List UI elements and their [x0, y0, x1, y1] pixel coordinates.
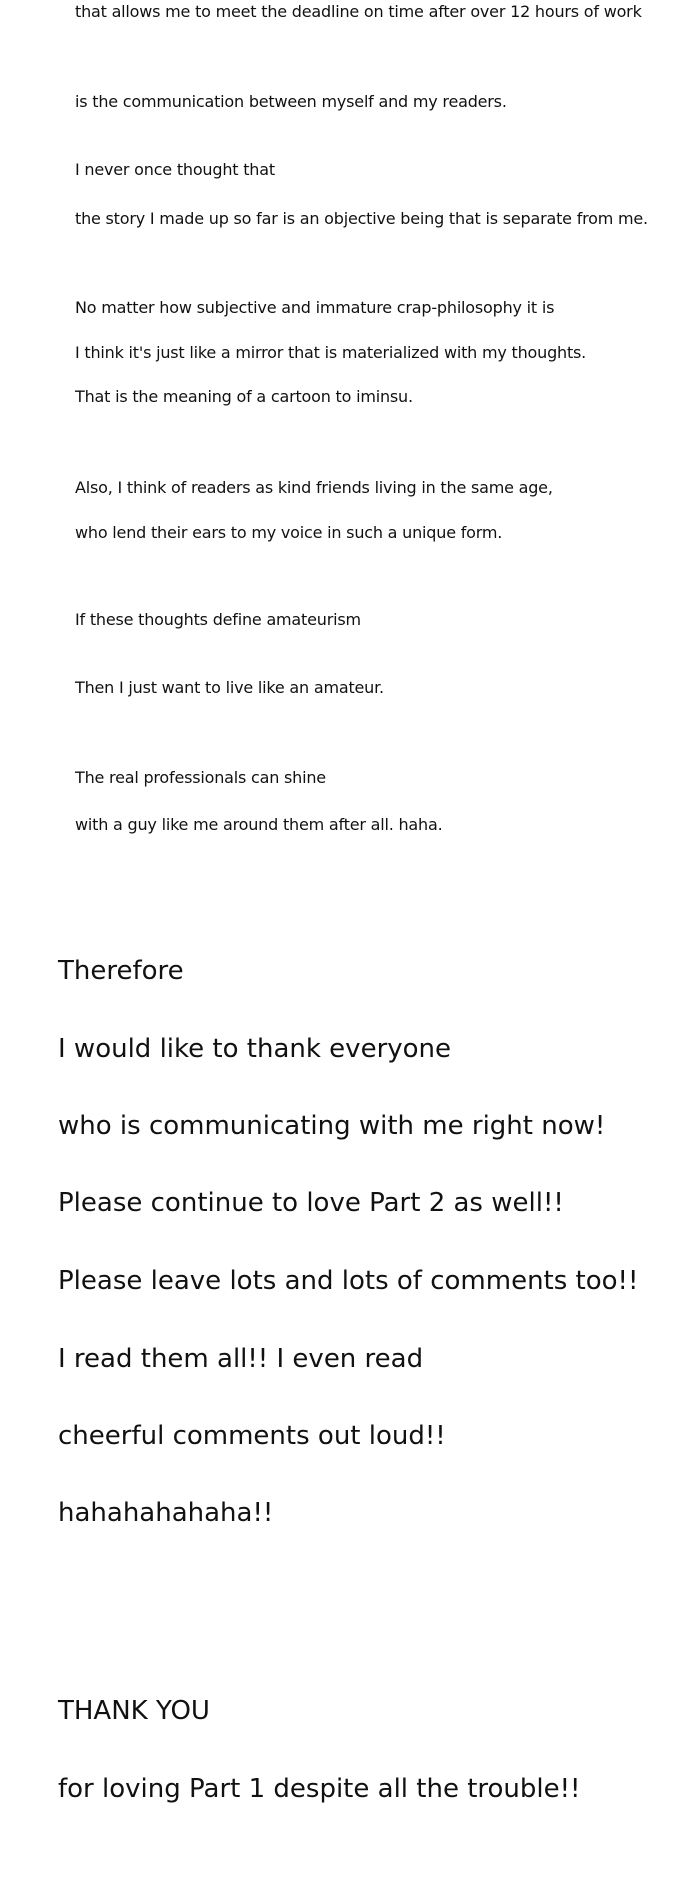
- text-line: the story I made up so far is an objective being that is separate from me.: [75, 209, 648, 228]
- text-line: The real professionals can shine: [75, 768, 326, 787]
- closing-line: I read them all!! I even read: [58, 1344, 424, 1374]
- closing-line: hahahahahaha!!: [58, 1498, 274, 1528]
- text-line: with a guy like me around them after all. haha.: [75, 815, 443, 834]
- text-line: I think it's just like a mirror that is materialized with my thoughts.: [75, 343, 587, 362]
- text-line: Then I just want to live like an amateur.: [75, 678, 384, 697]
- text-line: If these thoughts define amateurism: [75, 610, 361, 629]
- text-line: No matter how subjective and immature crap-philosophy it is: [75, 298, 555, 317]
- thank-you-heading: THANK YOU: [58, 1696, 210, 1726]
- text-line: Also, I think of readers as kind friends living in the same age,: [75, 478, 553, 497]
- text-line: I never once thought that: [75, 160, 275, 179]
- closing-line: cheerful comments out loud!!: [58, 1421, 446, 1451]
- closing-line: Please leave lots and lots of comments too!!: [58, 1266, 639, 1296]
- closing-line: Please continue to love Part 2 as well!!: [58, 1188, 564, 1218]
- closing-line: I would like to thank everyone: [58, 1034, 452, 1064]
- text-line: That is the meaning of a cartoon to iminsu.: [75, 387, 413, 406]
- text-line: who lend their ears to my voice in such a unique form.: [75, 523, 503, 542]
- closing-line: for loving Part 1 despite all the trouble!!: [58, 1774, 581, 1804]
- closing-line: who is communicating with me right now!: [58, 1111, 606, 1141]
- closing-line: Therefore: [58, 956, 184, 986]
- text-line: that allows me to meet the deadline on time after over 12 hours of work: [75, 2, 642, 21]
- text-line: is the communication between myself and my readers.: [75, 92, 507, 111]
